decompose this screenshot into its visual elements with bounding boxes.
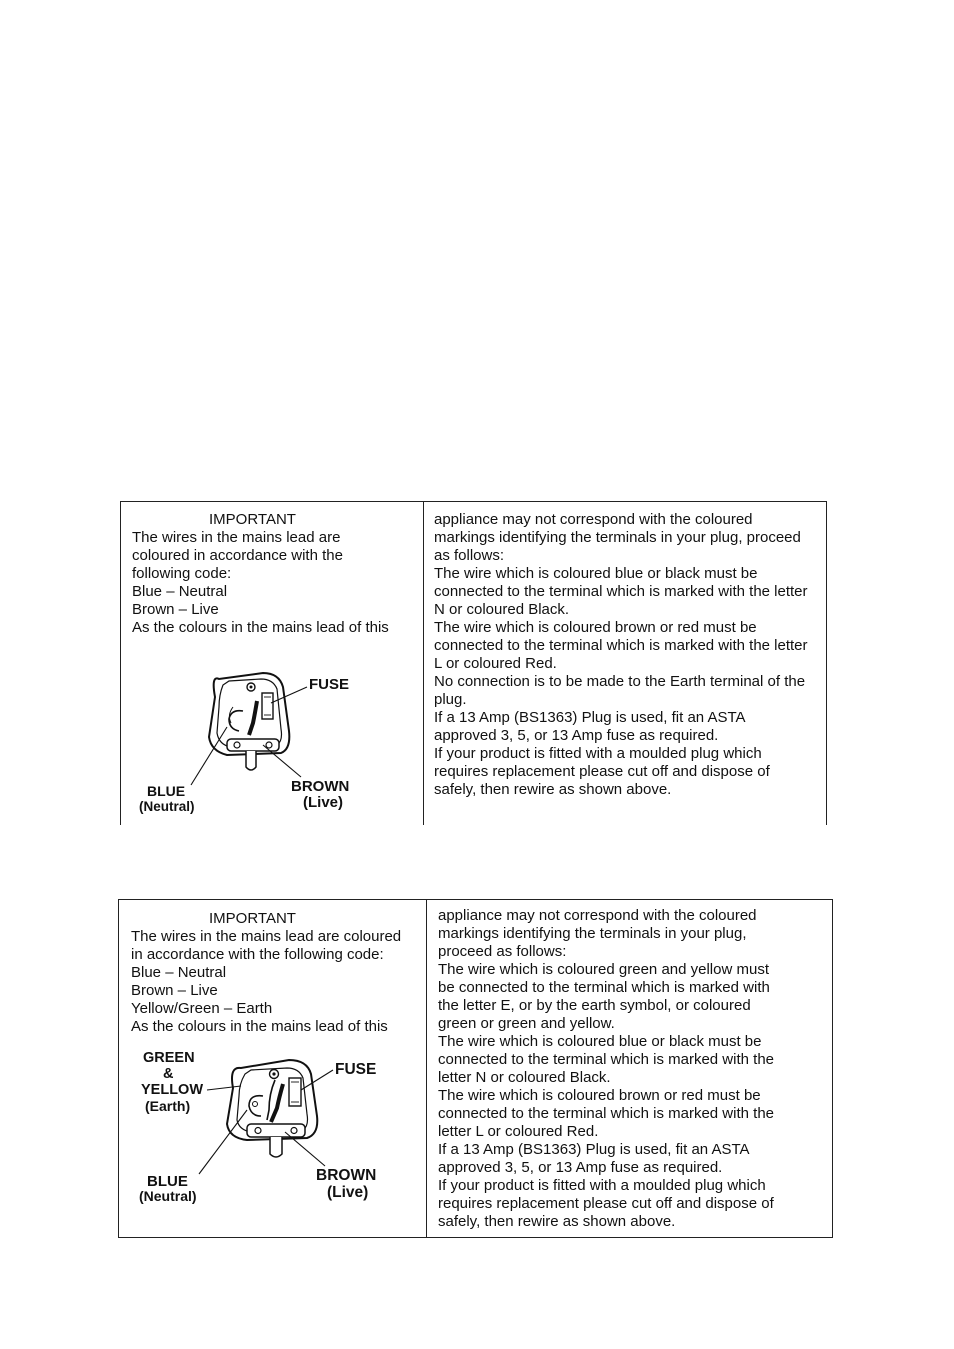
notice-three-wire <box>118 899 833 1238</box>
notice1-right-line: connected to the terminal which is marked with the letter <box>434 583 808 600</box>
brown-label: BROWN <box>291 778 350 795</box>
notice1-right-line: N or coloured Black. <box>434 601 570 618</box>
notice2-right-line: The wire which is coloured green and yellow must <box>438 961 769 978</box>
notice1-heading: IMPORTANT <box>209 511 296 528</box>
notice2-right-column <box>438 907 774 1237</box>
notice2-heading: IMPORTANT <box>209 910 296 927</box>
notice2-left-line: in accordance with the following code: <box>131 946 384 963</box>
green-label: GREEN <box>143 1050 195 1066</box>
notice1-right-line: safely, then rewire as shown above. <box>434 781 672 798</box>
fuse-label: FUSE <box>309 676 350 693</box>
notice2-left-line: Blue – Neutral <box>131 964 227 981</box>
notice1-right-line: If your product is fitted with a moulded plug which <box>434 745 762 762</box>
notice1-left-line: Blue – Neutral <box>132 583 228 600</box>
notice2-right-line: The wire which is coloured brown or red must be <box>438 1087 761 1104</box>
notice1-right-line: The wire which is coloured blue or black must be <box>434 565 758 582</box>
plug-wiring-diagram-two-wire <box>131 667 391 817</box>
notice1-right-line: If a 13 Amp (BS1363) Plug is used, fit an ASTA <box>434 709 746 726</box>
live-label: (Live) <box>303 794 344 811</box>
notice1-left-line: coloured in accordance with the <box>132 547 343 564</box>
notice2-right-line: The wire which is coloured blue or black must be <box>438 1033 762 1050</box>
notice1-right-line: plug. <box>434 691 467 708</box>
notice2-left-line: As the colours in the mains lead of this <box>131 1018 388 1035</box>
neutral-label: (Neutral) <box>139 799 195 814</box>
notice2-right-line: letter N or coloured Black. <box>438 1069 611 1086</box>
notice2-left-line: The wires in the mains lead are coloured <box>131 928 402 945</box>
column-divider <box>423 502 424 825</box>
earth-label: (Earth) <box>145 1098 191 1114</box>
yellow-label: YELLOW <box>141 1082 204 1098</box>
column-divider <box>426 900 427 1237</box>
notice1-left-line: As the colours in the mains lead of this <box>132 619 389 636</box>
notice1-left-line: The wires in the mains lead are <box>132 529 341 546</box>
notice2-left-line: Brown – Live <box>131 982 218 999</box>
notice2-right-line: connected to the terminal which is marked with the <box>438 1051 774 1068</box>
notice2-right-line: safely, then rewire as shown above. <box>438 1213 676 1230</box>
notice2-right-line: approved 3, 5, or 13 Amp fuse as required. <box>438 1159 723 1176</box>
notice1-right-line: requires replacement please cut off and dispose of <box>434 763 770 780</box>
live-label: (Live) <box>327 1184 369 1201</box>
notice2-right-line: letter L or coloured Red. <box>438 1123 599 1140</box>
ampersand-label: & <box>163 1066 174 1082</box>
fuse-label: FUSE <box>335 1061 377 1078</box>
brown-label: BROWN <box>316 1167 377 1184</box>
plug-wiring-diagram-three-wire <box>129 1044 414 1214</box>
notice1-right-line: as follows: <box>434 547 505 564</box>
notice2-right-line: If your product is fitted with a moulded plug which <box>438 1177 766 1194</box>
notice1-right-line: approved 3, 5, or 13 Amp fuse as required. <box>434 727 719 744</box>
notice2-right-line: the letter E, or by the earth symbol, or coloured <box>438 997 751 1014</box>
notice1-right-line: markings identifying the terminals in your plug, proceed <box>434 529 801 546</box>
notice2-right-line: markings identifying the terminals in your plug, <box>438 925 747 942</box>
notice1-right-column <box>434 511 808 825</box>
notice2-right-line: requires replacement please cut off and dispose of <box>438 1195 774 1212</box>
notice1-right-line: appliance may not correspond with the coloured <box>434 511 753 528</box>
notice-two-wire <box>120 501 827 825</box>
notice1-right-line: No connection is to be made to the Earth terminal of the <box>434 673 806 690</box>
notice1-left-line: Brown – Live <box>132 601 219 618</box>
notice2-right-line: If a 13 Amp (BS1363) Plug is used, fit an ASTA <box>438 1141 750 1158</box>
plug-body-icon <box>209 673 289 770</box>
plug-body-icon <box>227 1060 317 1157</box>
neutral-label: (Neutral) <box>139 1188 197 1204</box>
blue-label: BLUE <box>147 783 186 799</box>
notice2-right-line: appliance may not correspond with the coloured <box>438 907 757 924</box>
notice2-right-line: green or green and yellow. <box>438 1015 615 1032</box>
notice2-left-line: Yellow/Green – Earth <box>131 1000 273 1017</box>
notice1-right-line: The wire which is coloured brown or red must be <box>434 619 757 636</box>
notice2-right-line: be connected to the terminal which is marked with <box>438 979 770 996</box>
notice2-right-line: connected to the terminal which is marked with the <box>438 1105 774 1122</box>
notice1-right-line: connected to the terminal which is marked with the letter <box>434 637 808 654</box>
notice1-right-line: L or coloured Red. <box>434 655 557 672</box>
notice2-right-line: proceed as follows: <box>438 943 567 960</box>
notice1-left-line: following code: <box>132 565 232 582</box>
blue-label: BLUE <box>147 1173 188 1190</box>
